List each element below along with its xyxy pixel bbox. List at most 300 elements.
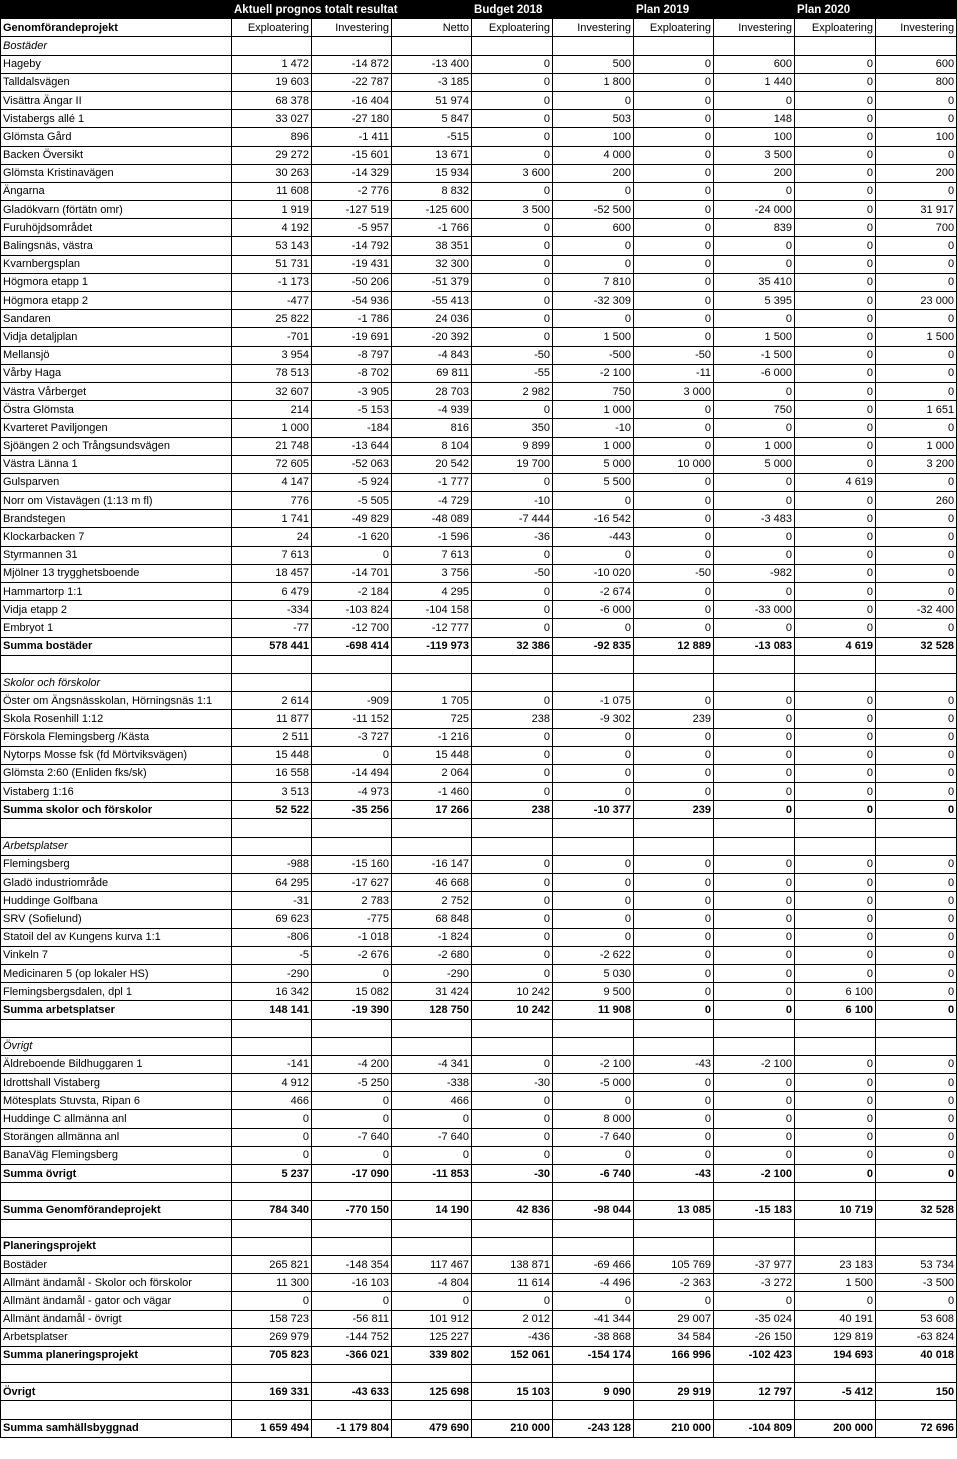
value-cell — [392, 1365, 472, 1383]
value-cell: 0 — [553, 182, 634, 200]
value-cell: 0 — [714, 946, 795, 964]
value-cell: 0 — [472, 273, 553, 291]
value-cell: 0 — [553, 492, 634, 510]
value-cell: 0 — [472, 219, 553, 237]
value-cell: -63 824 — [876, 1328, 957, 1346]
value-cell: 0 — [634, 855, 714, 873]
value-cell — [634, 673, 714, 691]
value-cell: 169 331 — [232, 1383, 312, 1401]
value-cell: 0 — [634, 328, 714, 346]
value-cell: -1 786 — [312, 310, 392, 328]
value-cell: 0 — [392, 1146, 472, 1164]
value-cell: 0 — [795, 801, 876, 819]
value-cell: -43 — [634, 1165, 714, 1183]
value-cell: -14 494 — [312, 764, 392, 782]
value-cell: -4 843 — [392, 346, 472, 364]
value-cell: 0 — [876, 1128, 957, 1146]
row-label-cell: Embryot 1 — [1, 619, 232, 637]
value-cell: 0 — [634, 201, 714, 219]
column-header-investering: Investering — [553, 19, 634, 37]
value-cell — [472, 1219, 553, 1237]
value-cell: 0 — [472, 1128, 553, 1146]
table-row — [1, 528, 957, 546]
value-cell: 4 912 — [232, 1074, 312, 1092]
row-label-cell: Glömsta Gård — [1, 128, 232, 146]
value-cell: -141 — [232, 1055, 312, 1073]
value-cell: -77 — [232, 619, 312, 637]
value-cell: -1 411 — [312, 128, 392, 146]
value-cell: 839 — [714, 219, 795, 237]
value-cell: -35 024 — [714, 1310, 795, 1328]
row-label-cell: Klockarbacken 7 — [1, 528, 232, 546]
value-cell: 0 — [472, 1110, 553, 1128]
value-cell: 0 — [795, 91, 876, 109]
value-cell: 0 — [795, 1128, 876, 1146]
value-cell — [232, 1401, 312, 1419]
table-row — [1, 764, 957, 782]
value-cell — [714, 1219, 795, 1237]
value-cell: -10 377 — [553, 801, 634, 819]
row-label-cell: Västra Länna 1 — [1, 455, 232, 473]
value-cell: 0 — [876, 182, 957, 200]
value-cell: 0 — [472, 546, 553, 564]
value-cell: 20 542 — [392, 455, 472, 473]
row-label-cell: Furuhöjdsområdet — [1, 219, 232, 237]
value-cell: 2 012 — [472, 1310, 553, 1328]
value-cell: 0 — [634, 910, 714, 928]
value-cell: 0 — [795, 382, 876, 400]
value-cell: 0 — [876, 1292, 957, 1310]
value-cell: 0 — [553, 910, 634, 928]
value-cell: 600 — [553, 219, 634, 237]
value-cell: 0 — [634, 273, 714, 291]
value-cell: -7 640 — [553, 1128, 634, 1146]
value-cell: 0 — [634, 492, 714, 510]
value-cell: -17 627 — [312, 874, 392, 892]
value-cell — [876, 37, 957, 55]
value-cell: 0 — [795, 328, 876, 346]
value-cell — [876, 1037, 957, 1055]
table-row — [1, 110, 957, 128]
value-cell: 0 — [714, 382, 795, 400]
value-cell — [232, 1219, 312, 1237]
value-cell: 0 — [472, 746, 553, 764]
value-cell: 3 200 — [876, 455, 957, 473]
value-cell: 0 — [876, 237, 957, 255]
value-cell: 0 — [634, 473, 714, 491]
value-cell: -5 412 — [795, 1383, 876, 1401]
value-cell: 0 — [876, 928, 957, 946]
value-cell: -37 977 — [714, 1255, 795, 1273]
value-cell: 0 — [876, 382, 957, 400]
value-cell: 0 — [634, 583, 714, 601]
row-label-cell: Vårby Haga — [1, 364, 232, 382]
value-cell — [714, 1237, 795, 1255]
table-row — [1, 401, 957, 419]
value-cell: 69 623 — [232, 910, 312, 928]
value-cell: -243 128 — [553, 1419, 634, 1437]
row-label-cell: Sjöängen 2 och Trångsundsvägen — [1, 437, 232, 455]
value-cell: -5 957 — [312, 219, 392, 237]
value-cell: 0 — [312, 546, 392, 564]
row-label-cell: Skola Rosenhill 1:12 — [1, 710, 232, 728]
group-header-row — [1, 1, 957, 19]
value-cell: 0 — [634, 1074, 714, 1092]
value-cell: 0 — [795, 110, 876, 128]
value-cell: 0 — [714, 619, 795, 637]
row-label-cell: Vidja detaljplan — [1, 328, 232, 346]
value-cell: 0 — [472, 692, 553, 710]
value-cell: 0 — [714, 910, 795, 928]
row-label-cell: Planeringsprojekt — [1, 1237, 232, 1255]
row-label-cell: Backen Översikt — [1, 146, 232, 164]
value-cell: 3 500 — [472, 201, 553, 219]
row-label-cell: Arbetsplatser — [1, 837, 232, 855]
value-cell: 100 — [553, 128, 634, 146]
value-cell: -15 601 — [312, 146, 392, 164]
value-cell: 0 — [876, 91, 957, 109]
row-label-cell — [1, 1365, 232, 1383]
value-cell — [312, 1019, 392, 1037]
value-cell: 0 — [714, 692, 795, 710]
value-cell: 0 — [795, 510, 876, 528]
value-cell: 0 — [634, 55, 714, 73]
value-cell: -698 414 — [312, 637, 392, 655]
value-cell — [876, 1183, 957, 1201]
value-cell: 16 558 — [232, 764, 312, 782]
value-cell: 0 — [634, 1146, 714, 1164]
value-cell: 0 — [553, 91, 634, 109]
value-cell: 0 — [472, 855, 553, 873]
value-cell: 32 300 — [392, 255, 472, 273]
value-cell: -13 400 — [392, 55, 472, 73]
value-cell — [553, 1037, 634, 1055]
value-cell: 0 — [634, 1128, 714, 1146]
value-cell: 125 227 — [392, 1328, 472, 1346]
value-cell: -770 150 — [312, 1201, 392, 1219]
value-cell: 0 — [634, 1292, 714, 1310]
value-cell: 0 — [472, 473, 553, 491]
value-cell: 0 — [795, 1146, 876, 1164]
value-cell: 0 — [634, 310, 714, 328]
value-cell: 0 — [876, 783, 957, 801]
value-cell: 0 — [634, 419, 714, 437]
value-cell: 0 — [795, 546, 876, 564]
table-row — [1, 728, 957, 746]
summary-row — [1, 1165, 957, 1183]
value-cell — [312, 1401, 392, 1419]
row-label-cell: Öster om Ängsnässkolan, Hörningsnäs 1:1 — [1, 692, 232, 710]
value-cell: 0 — [634, 110, 714, 128]
value-cell: 0 — [795, 583, 876, 601]
value-cell: 0 — [714, 1128, 795, 1146]
value-cell: 0 — [634, 1110, 714, 1128]
value-cell: 0 — [312, 964, 392, 982]
value-cell: 14 190 — [392, 1201, 472, 1219]
value-cell — [714, 1019, 795, 1037]
value-cell: 0 — [795, 892, 876, 910]
table-row — [1, 1328, 957, 1346]
value-cell: -5 000 — [553, 1074, 634, 1092]
value-cell: 503 — [553, 110, 634, 128]
table-row — [1, 1255, 957, 1273]
value-cell: 0 — [714, 237, 795, 255]
value-cell: 0 — [795, 692, 876, 710]
value-cell: 40 191 — [795, 1310, 876, 1328]
table-row — [1, 219, 957, 237]
value-cell: 0 — [472, 255, 553, 273]
value-cell: -2 100 — [553, 364, 634, 382]
value-cell: 0 — [634, 164, 714, 182]
section-header-row — [1, 37, 957, 55]
group-header-budget-2018: Budget 2018 — [472, 1, 634, 19]
value-cell — [634, 1365, 714, 1383]
value-cell: -55 413 — [392, 292, 472, 310]
value-cell: -477 — [232, 292, 312, 310]
value-cell: 0 — [876, 1055, 957, 1073]
value-cell: 29 272 — [232, 146, 312, 164]
spacer-row — [1, 655, 957, 673]
value-cell: -154 174 — [553, 1346, 634, 1364]
value-cell: -24 000 — [714, 201, 795, 219]
table-row — [1, 1292, 957, 1310]
value-cell — [795, 673, 876, 691]
value-cell: 0 — [553, 546, 634, 564]
value-cell: 5 000 — [553, 455, 634, 473]
row-label-cell: Gulsparven — [1, 473, 232, 491]
value-cell: -125 600 — [392, 201, 472, 219]
value-cell: 72 696 — [876, 1419, 957, 1437]
value-cell: 38 351 — [392, 237, 472, 255]
value-cell: 700 — [876, 219, 957, 237]
value-cell: 78 513 — [232, 364, 312, 382]
column-header-investering: Investering — [714, 19, 795, 37]
value-cell: 6 100 — [795, 1001, 876, 1019]
row-label-cell: Övrigt — [1, 1383, 232, 1401]
value-cell — [232, 1237, 312, 1255]
value-cell: 4 619 — [795, 637, 876, 655]
value-cell: 16 342 — [232, 983, 312, 1001]
table-row — [1, 964, 957, 982]
value-cell: -38 868 — [553, 1328, 634, 1346]
value-cell: 238 — [472, 710, 553, 728]
value-cell: 9 090 — [553, 1383, 634, 1401]
value-cell: -12 700 — [312, 619, 392, 637]
value-cell: 40 018 — [876, 1346, 957, 1364]
value-cell — [714, 37, 795, 55]
column-header-netto: Netto — [392, 19, 472, 37]
summary-row — [1, 1383, 957, 1401]
value-cell: 1 500 — [714, 328, 795, 346]
value-cell: 68 848 — [392, 910, 472, 928]
value-cell: 0 — [795, 55, 876, 73]
value-cell: 1 000 — [553, 401, 634, 419]
value-cell: 4 619 — [795, 473, 876, 491]
value-cell: 578 441 — [232, 637, 312, 655]
value-cell — [795, 1037, 876, 1055]
value-cell: 0 — [472, 91, 553, 109]
value-cell: 239 — [634, 710, 714, 728]
summary-row — [1, 1419, 957, 1437]
value-cell: 0 — [232, 1128, 312, 1146]
row-label-cell: Vistabergs allé 1 — [1, 110, 232, 128]
value-cell: -11 — [634, 364, 714, 382]
value-cell: 25 822 — [232, 310, 312, 328]
value-cell: -50 — [634, 564, 714, 582]
table-row — [1, 237, 957, 255]
value-cell: 0 — [876, 510, 957, 528]
value-cell: 0 — [634, 237, 714, 255]
value-cell: 10 719 — [795, 1201, 876, 1219]
table-row — [1, 201, 957, 219]
value-cell: -33 000 — [714, 601, 795, 619]
value-cell: 0 — [232, 1110, 312, 1128]
value-cell: -43 633 — [312, 1383, 392, 1401]
value-cell: 0 — [714, 1092, 795, 1110]
value-cell: -31 — [232, 892, 312, 910]
row-label-cell: Skolor och förskolor — [1, 673, 232, 691]
table-row — [1, 55, 957, 73]
value-cell: 11 908 — [553, 1001, 634, 1019]
value-cell: -92 835 — [553, 637, 634, 655]
value-cell: 0 — [472, 292, 553, 310]
value-cell: 0 — [472, 328, 553, 346]
value-cell: -500 — [553, 346, 634, 364]
row-label-cell: SRV (Sofielund) — [1, 910, 232, 928]
value-cell: 0 — [795, 1165, 876, 1183]
value-cell: 0 — [795, 1110, 876, 1128]
value-cell: 2 511 — [232, 728, 312, 746]
value-cell — [472, 673, 553, 691]
value-cell: 24 036 — [392, 310, 472, 328]
value-cell — [312, 37, 392, 55]
value-cell: 784 340 — [232, 1201, 312, 1219]
value-cell: 23 000 — [876, 292, 957, 310]
value-cell: 0 — [714, 764, 795, 782]
value-cell: 0 — [795, 419, 876, 437]
value-cell: -50 — [472, 346, 553, 364]
value-cell: 9 500 — [553, 983, 634, 1001]
column-header-exploatering: Exploatering — [795, 19, 876, 37]
table-row — [1, 892, 957, 910]
value-cell: 0 — [876, 710, 957, 728]
value-cell: 0 — [714, 746, 795, 764]
value-cell: 1 800 — [553, 73, 634, 91]
value-cell: 500 — [553, 55, 634, 73]
value-cell: -14 329 — [312, 164, 392, 182]
value-cell: 0 — [714, 1001, 795, 1019]
value-cell: -13 083 — [714, 637, 795, 655]
value-cell — [714, 655, 795, 673]
value-cell: 0 — [714, 983, 795, 1001]
value-cell — [232, 673, 312, 691]
value-cell: -4 729 — [392, 492, 472, 510]
value-cell: 0 — [876, 273, 957, 291]
value-cell: 600 — [714, 55, 795, 73]
value-cell: 10 000 — [634, 455, 714, 473]
value-cell — [876, 1019, 957, 1037]
value-cell: -366 021 — [312, 1346, 392, 1364]
value-cell: -775 — [312, 910, 392, 928]
value-cell — [392, 1219, 472, 1237]
section-header-row — [1, 1237, 957, 1255]
value-cell — [232, 837, 312, 855]
value-cell: -50 — [472, 564, 553, 582]
value-cell: 15 448 — [232, 746, 312, 764]
value-cell: 0 — [876, 983, 957, 1001]
value-cell: -1 179 804 — [312, 1419, 392, 1437]
value-cell: -436 — [472, 1328, 553, 1346]
value-cell: 210 000 — [472, 1419, 553, 1437]
row-label-cell: Vidja etapp 2 — [1, 601, 232, 619]
value-cell: 0 — [472, 110, 553, 128]
value-cell: -15 160 — [312, 855, 392, 873]
row-label-cell: Storängen allmänna anl — [1, 1128, 232, 1146]
column-header-exploatering: Exploatering — [472, 19, 553, 37]
row-label-cell: Norr om Vistavägen (1:13 m fl) — [1, 492, 232, 510]
value-cell: 100 — [876, 128, 957, 146]
value-cell: -2 680 — [392, 946, 472, 964]
value-cell: 0 — [634, 892, 714, 910]
value-cell: 0 — [795, 964, 876, 982]
table-row — [1, 583, 957, 601]
value-cell — [634, 837, 714, 855]
value-cell: -2 100 — [714, 1165, 795, 1183]
value-cell: 3 000 — [634, 382, 714, 400]
value-cell: 0 — [634, 946, 714, 964]
value-cell — [392, 37, 472, 55]
value-cell — [232, 655, 312, 673]
value-cell — [553, 837, 634, 855]
table-row — [1, 1055, 957, 1073]
value-cell: 0 — [795, 1092, 876, 1110]
value-cell — [392, 1237, 472, 1255]
value-cell: 750 — [714, 401, 795, 419]
value-cell: 64 295 — [232, 874, 312, 892]
value-cell: 0 — [634, 437, 714, 455]
value-cell: 1 705 — [392, 692, 472, 710]
value-cell: 260 — [876, 492, 957, 510]
value-cell — [312, 673, 392, 691]
table-row — [1, 292, 957, 310]
value-cell: 705 823 — [232, 1346, 312, 1364]
value-cell: 0 — [795, 346, 876, 364]
value-cell: 0 — [634, 128, 714, 146]
value-cell: 1 741 — [232, 510, 312, 528]
value-cell: 0 — [795, 292, 876, 310]
row-label-cell: BanaVäg Flemingsberg — [1, 1146, 232, 1164]
value-cell — [553, 1365, 634, 1383]
value-cell: 0 — [876, 910, 957, 928]
row-label-cell: Förskola Flemingsberg /Kästa — [1, 728, 232, 746]
value-cell: 0 — [634, 928, 714, 946]
value-cell: -1 596 — [392, 528, 472, 546]
value-cell — [472, 1401, 553, 1419]
value-cell: 24 — [232, 528, 312, 546]
value-cell: -4 496 — [553, 1274, 634, 1292]
value-cell: 0 — [876, 692, 957, 710]
table-row — [1, 364, 957, 382]
value-cell: 53 608 — [876, 1310, 957, 1328]
row-label-cell: Högmora etapp 1 — [1, 273, 232, 291]
value-cell: 15 082 — [312, 983, 392, 1001]
value-cell: 2 982 — [472, 382, 553, 400]
value-cell: 339 802 — [392, 1346, 472, 1364]
row-label-cell — [1, 1219, 232, 1237]
value-cell: 0 — [472, 583, 553, 601]
value-cell: 18 457 — [232, 564, 312, 582]
value-cell: 29 919 — [634, 1383, 714, 1401]
